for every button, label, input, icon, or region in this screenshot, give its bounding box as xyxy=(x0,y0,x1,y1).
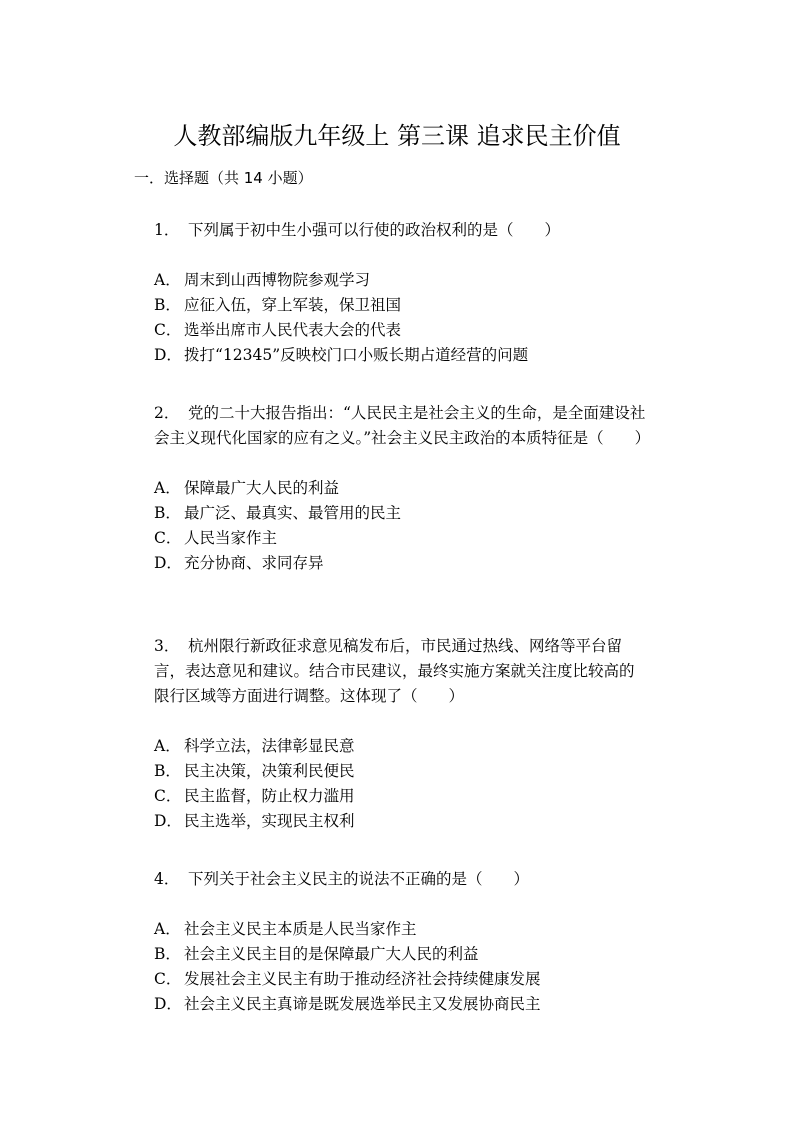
option-a[interactable] xyxy=(154,268,649,293)
option-b[interactable] xyxy=(154,293,649,318)
option-text: 拨打“12345”反映校门口小贩长期占道经营的问题 xyxy=(184,346,529,364)
option-list xyxy=(154,917,649,1017)
option-text: 社会主义民主本质是人民当家作主 xyxy=(184,920,417,938)
option-b[interactable] xyxy=(154,942,649,967)
option-text: 应征入伍，穿上军装，保卫祖国 xyxy=(184,296,402,314)
option-label: D． xyxy=(154,995,182,1013)
option-label: D． xyxy=(154,554,182,572)
question-text: 党的二十大报告指出：“人民民主是社会主义的生命，是全面建设社会主义现代化国家的应有之义。”社会主义民主政治的本质特征是（ ） xyxy=(154,404,651,447)
option-label: C． xyxy=(154,321,182,339)
question-text: 下列关于社会主义民主的说法不正确的是（ ） xyxy=(188,870,530,888)
option-c[interactable] xyxy=(154,967,649,992)
option-text: 人民当家作主 xyxy=(184,529,278,547)
option-b[interactable] xyxy=(154,501,649,526)
question-stem xyxy=(154,218,649,243)
option-text: 科学立法，法律彰显民意 xyxy=(184,737,355,755)
question-3 xyxy=(154,634,649,834)
page-title: 人教部编版九年级上 第三课 追求民主价值 xyxy=(173,122,621,150)
option-list xyxy=(154,734,649,834)
option-label: C． xyxy=(154,787,182,805)
option-text: 民主监督，防止权力滥用 xyxy=(184,787,355,805)
option-d[interactable] xyxy=(154,992,649,1017)
question-number: 2． xyxy=(154,404,180,422)
option-text: 民主选举，实现民主权利 xyxy=(184,812,355,830)
option-c[interactable] xyxy=(154,526,649,551)
question-number: 1． xyxy=(154,221,180,239)
option-text: 最广泛、最真实、最管用的民主 xyxy=(184,504,402,522)
option-b[interactable] xyxy=(154,759,649,784)
question-stem xyxy=(154,401,649,451)
option-text: 保障最广大人民的利益 xyxy=(184,479,340,497)
option-label: B． xyxy=(154,504,181,522)
question-number: 4． xyxy=(154,870,180,888)
question-stem xyxy=(154,867,649,892)
option-label: A． xyxy=(154,920,181,938)
option-label: C． xyxy=(154,529,182,547)
option-text: 民主决策，决策利民便民 xyxy=(184,762,355,780)
question-2 xyxy=(154,401,649,576)
section-heading: 一．选择题（共 14 小题） xyxy=(134,169,313,187)
option-d[interactable] xyxy=(154,809,649,834)
option-c[interactable] xyxy=(154,318,649,343)
question-text: 杭州限行新政征求意见稿发布后，市民通过热线、网络等平台留言，表达意见和建议。结合市民建议，最终实施方案就关注度比较高的限行区域等方面进行调整。这体现了（ ） xyxy=(154,637,635,705)
option-label: B． xyxy=(154,762,181,780)
option-text: 社会主义民主真谛是既发展选举民主又发展协商民主 xyxy=(184,995,541,1013)
question-text: 下列属于初中生小强可以行使的政治权利的是（ ） xyxy=(188,221,561,239)
option-a[interactable] xyxy=(154,476,649,501)
option-list xyxy=(154,476,649,576)
option-list xyxy=(154,268,649,368)
option-label: D． xyxy=(154,346,182,364)
option-label: A． xyxy=(154,271,181,289)
option-text: 选举出席市人民代表大会的代表 xyxy=(184,321,402,339)
option-a[interactable] xyxy=(154,917,649,942)
option-d[interactable] xyxy=(154,551,649,576)
option-text: 周末到山西博物院参观学习 xyxy=(184,271,371,289)
option-label: B． xyxy=(154,945,181,963)
option-label: A． xyxy=(154,737,181,755)
question-1 xyxy=(154,218,649,368)
option-c[interactable] xyxy=(154,784,649,809)
question-number: 3． xyxy=(154,637,180,655)
option-label: C． xyxy=(154,970,182,988)
question-stem xyxy=(154,634,649,709)
option-text: 发展社会主义民主有助于推动经济社会持续健康发展 xyxy=(184,970,541,988)
option-label: D． xyxy=(154,812,182,830)
option-label: A． xyxy=(154,479,181,497)
option-label: B． xyxy=(154,296,181,314)
option-d[interactable] xyxy=(154,343,649,368)
option-text: 充分协商、求同存异 xyxy=(184,554,324,572)
question-4 xyxy=(154,867,649,1017)
option-a[interactable] xyxy=(154,734,649,759)
option-text: 社会主义民主目的是保障最广大人民的利益 xyxy=(184,945,479,963)
